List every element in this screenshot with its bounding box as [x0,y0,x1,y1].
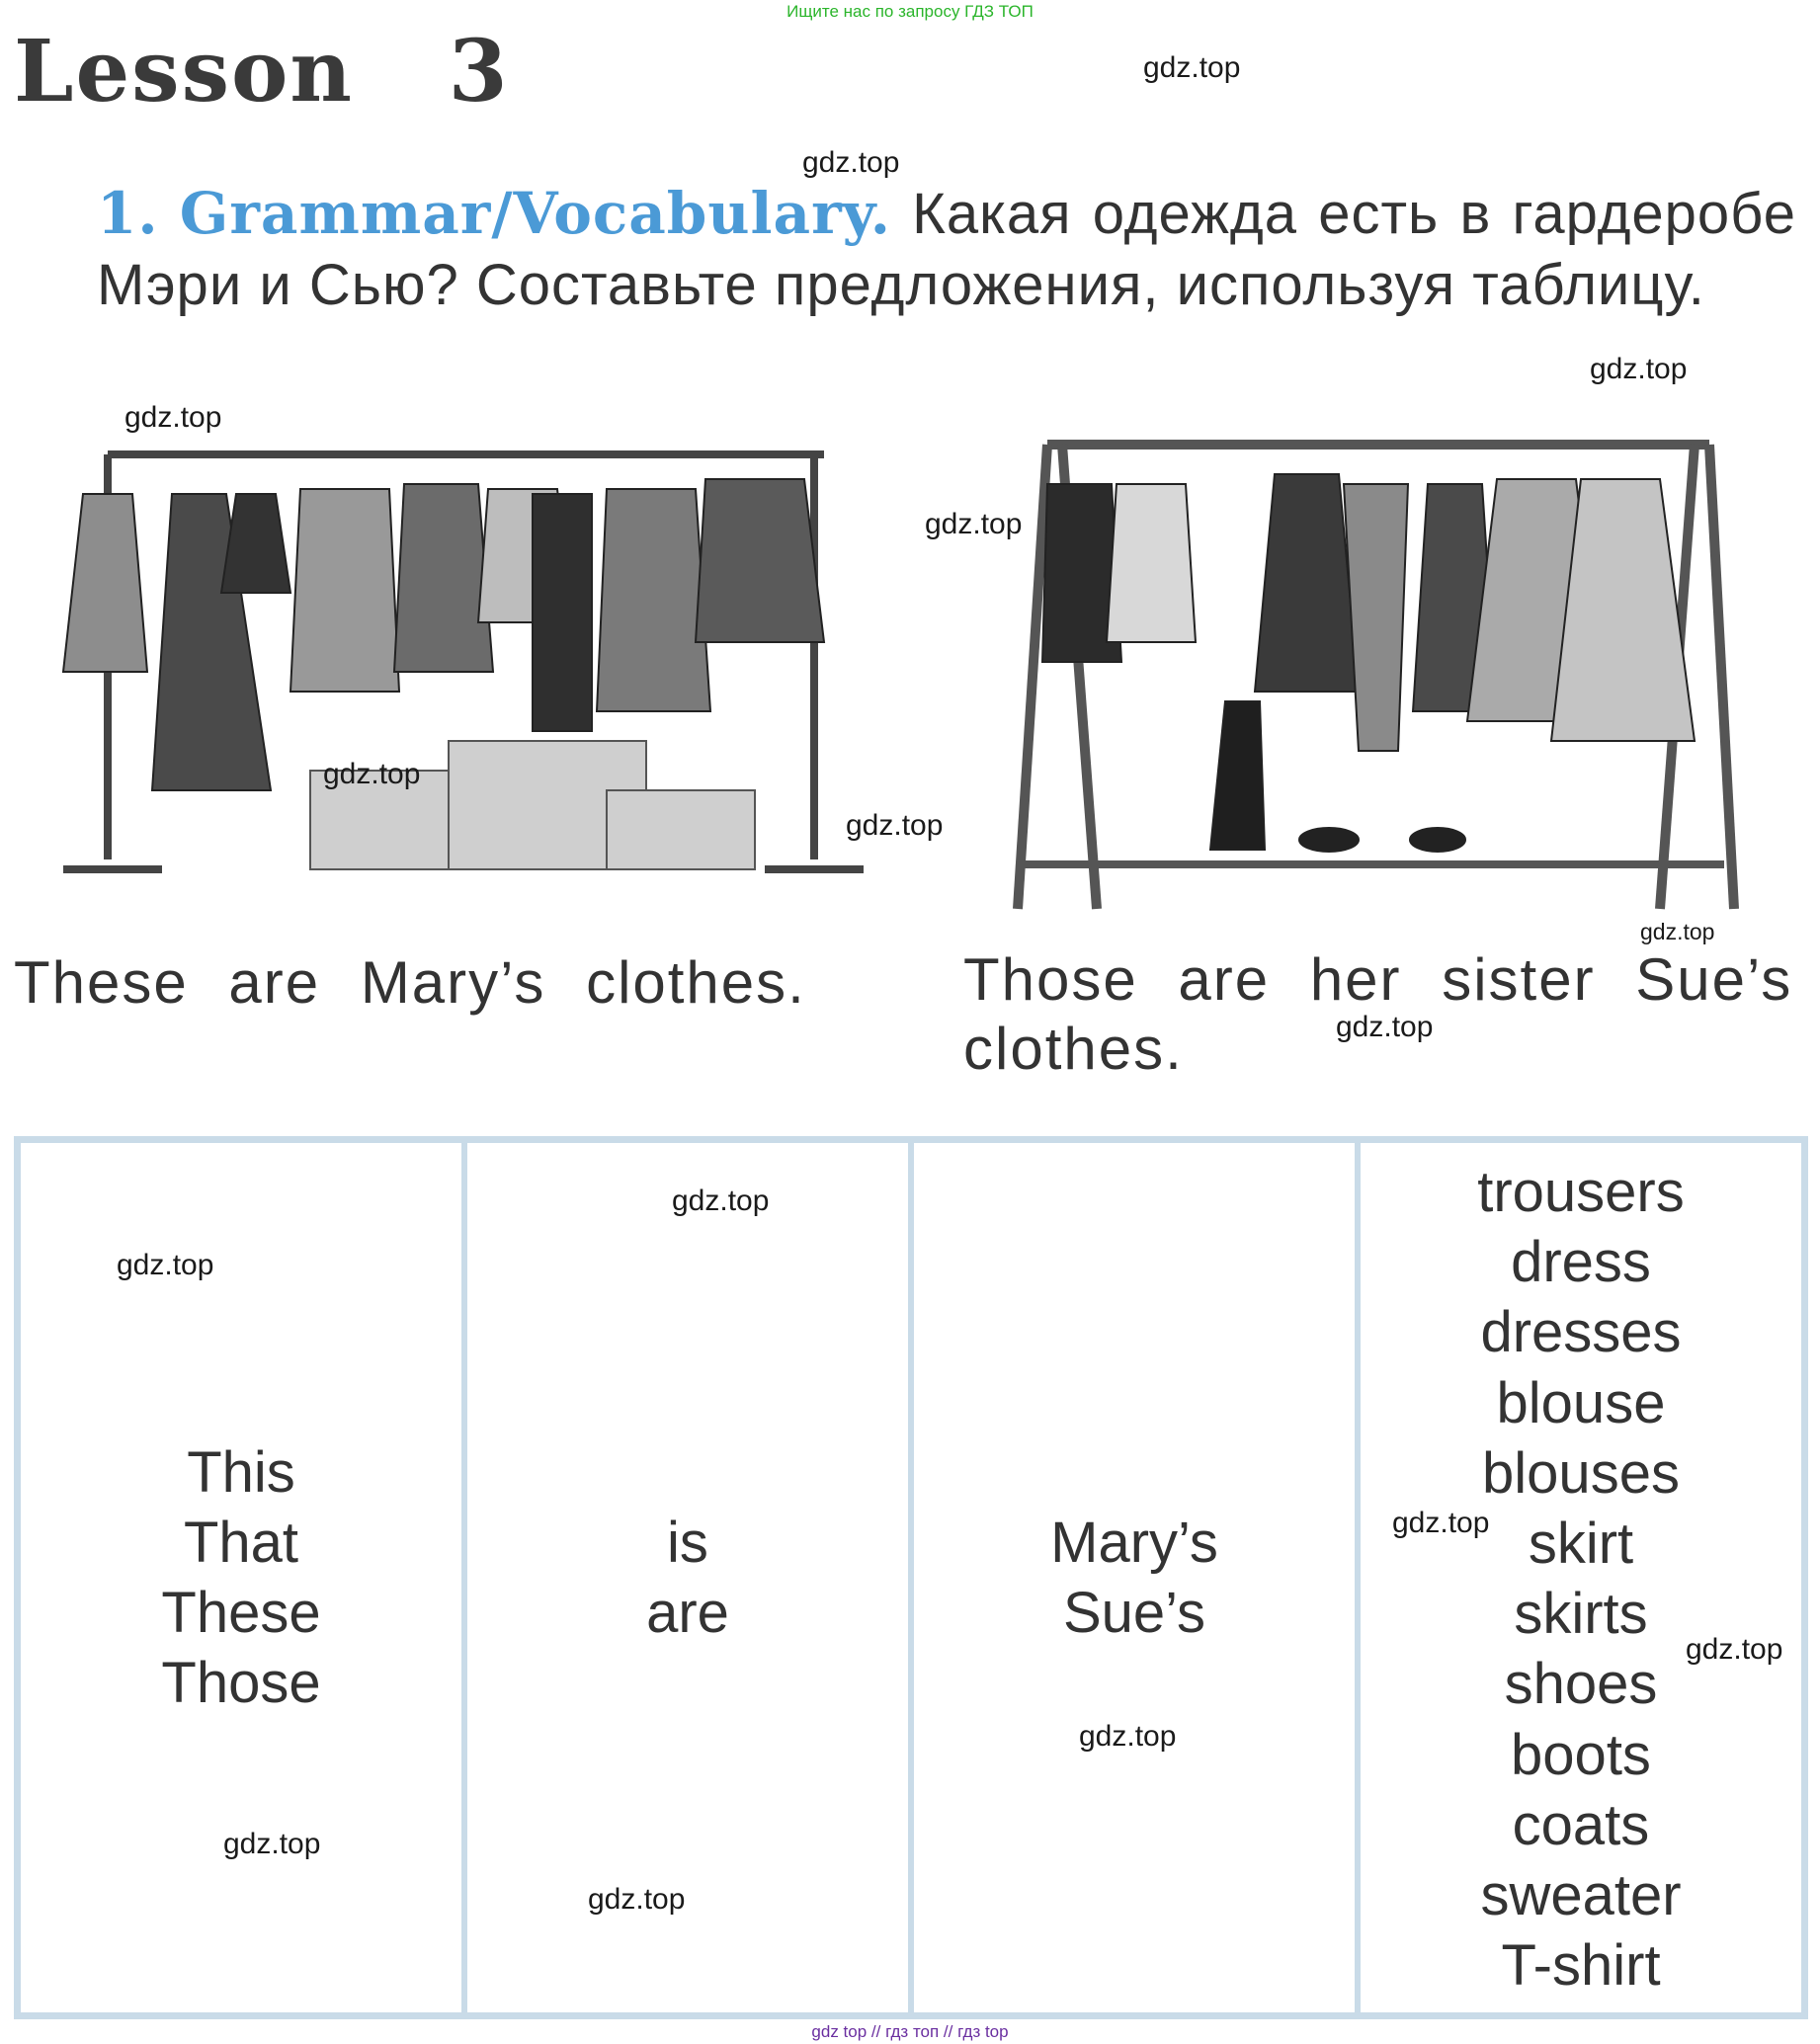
watermark: gdz.top [588,1883,686,1916]
watermark: gdz.top [1079,1720,1177,1753]
task-heading: Grammar/Vocabulary. [179,180,891,247]
watermark: gdz.top [1143,51,1241,84]
table-cell: is [667,1511,708,1575]
table-cell: T-shirt [1501,1933,1661,1999]
footer-note: gdz top // гдз топ // гдз top [811,2022,1009,2041]
table-cell: boots [1511,1722,1651,1787]
sentence-table [14,1136,1808,2019]
table-cell: dresses [1480,1300,1682,1365]
table-cell: shoes [1504,1652,1658,1717]
table-cell: are [646,1581,729,1645]
table-cell: trousers [1477,1160,1685,1224]
sue-clothes-rack-illustration [1003,425,1754,919]
task-number: 1. [97,180,159,247]
watermark: gdz.top [846,809,944,842]
caption-sue-line2: clothes. [963,1016,1184,1082]
watermark: gdz.top [124,401,222,434]
table-cell: blouse [1496,1370,1666,1435]
table-cell: Those [161,1651,321,1715]
table-cell: blouses [1482,1440,1680,1506]
table-cell: skirts [1514,1582,1648,1647]
watermark: gdz.top [1686,1633,1783,1666]
watermark: gdz.top [117,1249,214,1281]
watermark: gdz.top [1640,919,1715,944]
watermark: gdz.top [1392,1507,1490,1539]
table-column-demonstratives [21,1143,467,2012]
caption-sue-line1: Those are her sister Sue’s [963,946,1793,1013]
watermark: gdz.top [672,1185,770,1217]
table-cell: sweater [1480,1863,1682,1928]
table-cell: Mary’s [1050,1511,1218,1575]
top-note: Ищите нас по запросу ГДЗ ТОП [786,2,1034,21]
table-column-owners [914,1143,1361,2012]
watermark: gdz.top [223,1828,321,1860]
table-cell: This [187,1440,295,1505]
task-text [97,178,1796,321]
table-cell: These [161,1581,321,1645]
lesson-title: Lesson 3 [14,22,510,122]
table-column-verbs [467,1143,914,2012]
watermark: gdz.top [925,508,1023,540]
watermark: gdz.top [1336,1011,1434,1043]
watermark: gdz.top [1590,353,1688,385]
task-instruction: Какая одежда есть в гардеробе Мэри и Сью? Составьте предложения, используя таблицу. [97,182,1797,317]
watermark: gdz.top [323,758,421,790]
table-column-clothes [1361,1143,1801,2012]
table-cell: That [183,1511,299,1575]
table-cell: coats [1512,1792,1650,1857]
caption-mary: These are Mary’s clothes. [14,949,806,1016]
watermark: gdz.top [802,146,900,179]
mary-clothes-rack-illustration [14,435,903,929]
table-cell: Sue’s [1062,1581,1206,1645]
table-cell: dress [1511,1230,1651,1295]
table-cell: skirt [1528,1512,1634,1577]
